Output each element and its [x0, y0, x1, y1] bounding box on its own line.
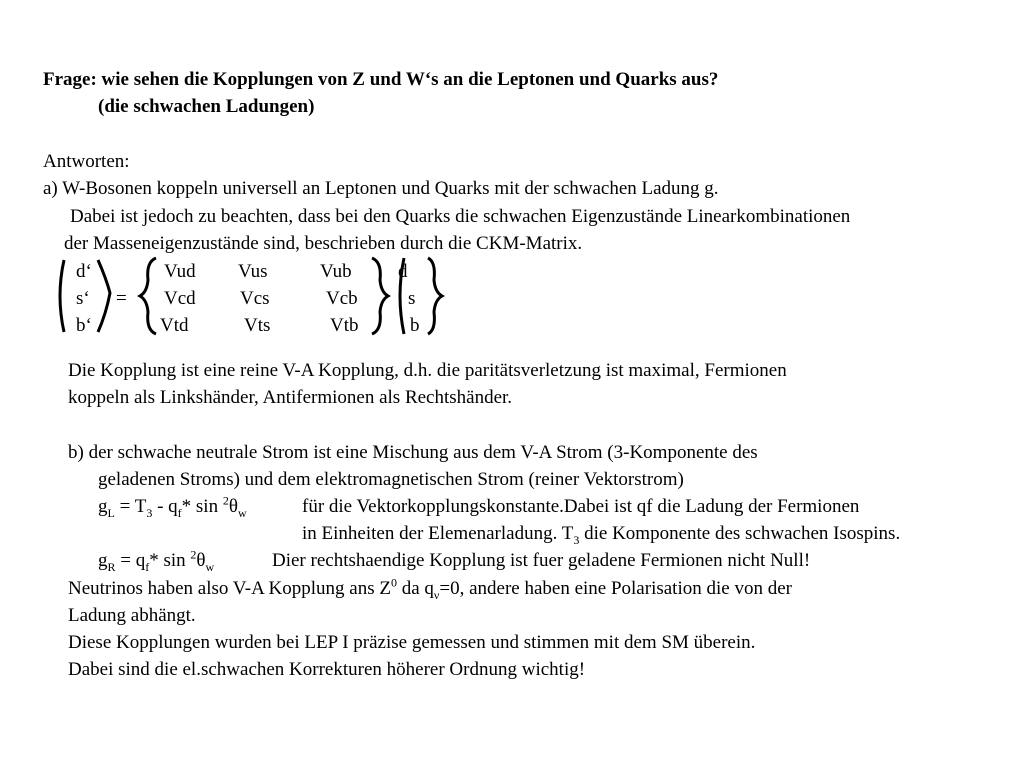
left-vector-open-bracket [60, 260, 64, 332]
right-vector-entry: d [398, 261, 408, 282]
gr-description: Dier rechtshaendige Kopplung ist fuer geladene Fermionen nicht Null! [272, 550, 811, 571]
gl-formula: $g_L = T_3 - q_f*$ $\sin ^2\theta_w$ [98, 493, 247, 520]
question-line-2: (die schwachen Ladungen) [98, 96, 315, 117]
gl-description: für die Vektorkopplungskonstante.Dabei ist qf die Ladung der Fermionen [302, 496, 860, 517]
matrix-cell: Vtd [160, 315, 189, 336]
matrix-cell: Vcd [164, 288, 196, 309]
va-line-1: Die Kopplung ist eine reine V-A Kopplung, d.h. die paritätsverletzung ist maximal, Fermionen [68, 360, 787, 381]
neutrino-line-1: Neutrinos haben also V-A Kopplung ans $Z^0$ da $q_\nu=0$, andere haben eine Polarisation die von der [68, 575, 792, 602]
right-vector-entry: b [410, 315, 420, 336]
matrix-cell: Vts [244, 315, 271, 336]
right-vector-entry: s [408, 288, 416, 309]
matrix-cell: Vus [238, 261, 268, 282]
left-vector-entry: s‘ [76, 288, 90, 309]
part-b-line-1: b) der schwache neutrale Strom ist eine Mischung aus dem V-A Strom (3-Komponente des [68, 442, 758, 463]
matrix-open-bracket [140, 258, 156, 334]
left-vector-close-bracket [98, 260, 110, 332]
gr-formula: $g_R = q_f*$ $\sin ^2\theta_w$ [98, 547, 215, 574]
left-vector-entry: d‘ [76, 261, 92, 282]
equals-sign: = [116, 288, 127, 309]
va-line-2: koppeln als Linkshänder, Antifermionen als Rechtshänder. [68, 387, 513, 408]
part-a-line-2: Dabei ist jedoch zu beachten, dass bei den Quarks die schwachen Eigenzustände Linearkombinationen [70, 206, 851, 227]
left-vector-entry: b‘ [76, 315, 92, 336]
lep-line: Diese Kopplungen wurden bei LEP I präzise gemessen und stimmen mit dem SM überein. [68, 632, 756, 653]
neutrino-line-2: Ladung abhängt. [68, 605, 196, 626]
corrections-line: Dabei sind die el.schwachen Korrekturen höherer Ordnung wichtig! [68, 659, 586, 680]
matrix-cell: Vud [164, 261, 196, 282]
part-a-line-3: der Masseneigenzustände sind, beschrieben durch die CKM-Matrix. [64, 233, 583, 254]
part-a-line-1: a) W-Bosonen koppeln universell an Leptonen und Quarks mit der schwachen Ladung g. [43, 178, 719, 199]
matrix-close-bracket [372, 258, 388, 334]
right-vector-close-bracket [428, 258, 442, 334]
part-b-line-2: geladenen Stroms) und dem elektromagnetischen Strom (reiner Vektorstrom) [98, 469, 684, 490]
answers-heading: Antworten: [43, 151, 130, 172]
matrix-cell: Vub [320, 261, 352, 282]
units-line: in Einheiten der Elemenarladung. $T_3$ die Komponente des schwachen Isospins. [302, 523, 901, 547]
matrix-cell: Vcb [326, 288, 358, 309]
matrix-cell: Vcs [240, 288, 270, 309]
question-line-1: Frage: wie sehen die Kopplungen von Z und W‘s an die Leptonen und Quarks aus? [43, 69, 719, 90]
matrix-cell: Vtb [330, 315, 359, 336]
